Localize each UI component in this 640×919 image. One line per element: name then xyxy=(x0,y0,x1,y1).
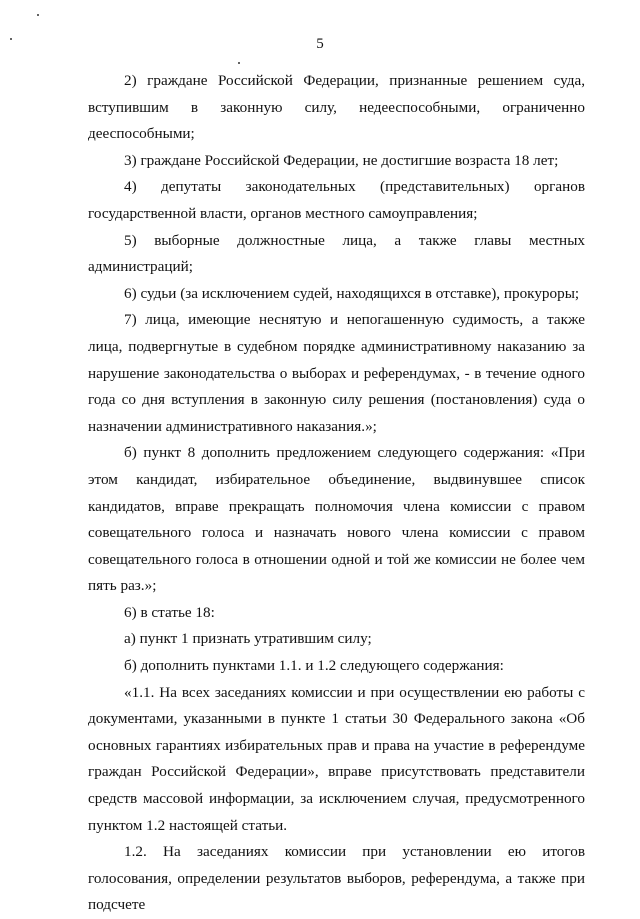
list-item-7: 7) лица, имеющие неснятую и непогашенную судимость, а также лица, подвергнутые в судебном порядке административному наказанию за нарушение законодательства о выборах и референдумах, - в течение одного года со дня вступления в законную силу решения (постановления) суда о назначении административного наказания.»; xyxy=(88,311,585,435)
list-item-2: 2) граждане Российской Федерации, признанные решением суда, вступившим в законную силу, недееспособными, ограниченно дееспособными; xyxy=(88,72,585,143)
clause-1-2: 1.2. На заседаниях комиссии при установлении ею итогов голосования, определении результатов выборов, референдума, а также при подсчете xyxy=(88,843,585,914)
amendment-item-a: а) пункт 1 признать утратившим силу; xyxy=(124,630,372,648)
list-item-5: 5) выборные должностные лица, а также главы местных администраций; xyxy=(88,231,585,276)
list-item-6: 6) судьи (за исключением судей, находящихся в отставке), прокуроры; xyxy=(124,284,580,302)
document-body xyxy=(88,68,585,919)
list-item-3: 3) граждане Российской Федерации, не достигшие возраста 18 лет; xyxy=(124,151,559,169)
clause-1-1: «1.1. На всех заседаниях комиссии и при осуществлении ею работы с документами, указанными в пункте 1 статьи 30 Федерального закона «Об основных гарантиях избирательных прав и права на участие в референдуме граждан Российской Федерации», вправе присутствовать представители средств массовой информации, за исключением случая, предусмотренного пунктом 1.2 настоящей статьи. xyxy=(88,683,585,834)
amendment-item-b: б) пункт 8 дополнить предложением следующего содержания: «При этом кандидат, избирательное объединение, выдвинувшее список кандидатов, вправе прекращать полномочия члена комиссии с правом совещательного голоса и назначать нового члена комиссии с правом совещательного голоса в отношении одной и той же комиссии не более чем пять раз.»; xyxy=(88,444,585,595)
page-number: 5 xyxy=(316,36,324,52)
scan-speck xyxy=(238,62,240,64)
list-item-4: 4) депутаты законодательных (представительных) органов государственной власти, органов местного самоуправления; xyxy=(88,178,585,222)
amendment-item-b-2: б) дополнить пунктами 1.1. и 1.2 следующего содержания: xyxy=(124,657,504,675)
scan-speck xyxy=(37,14,39,16)
article-18-heading: 6) в статье 18: xyxy=(124,603,215,621)
